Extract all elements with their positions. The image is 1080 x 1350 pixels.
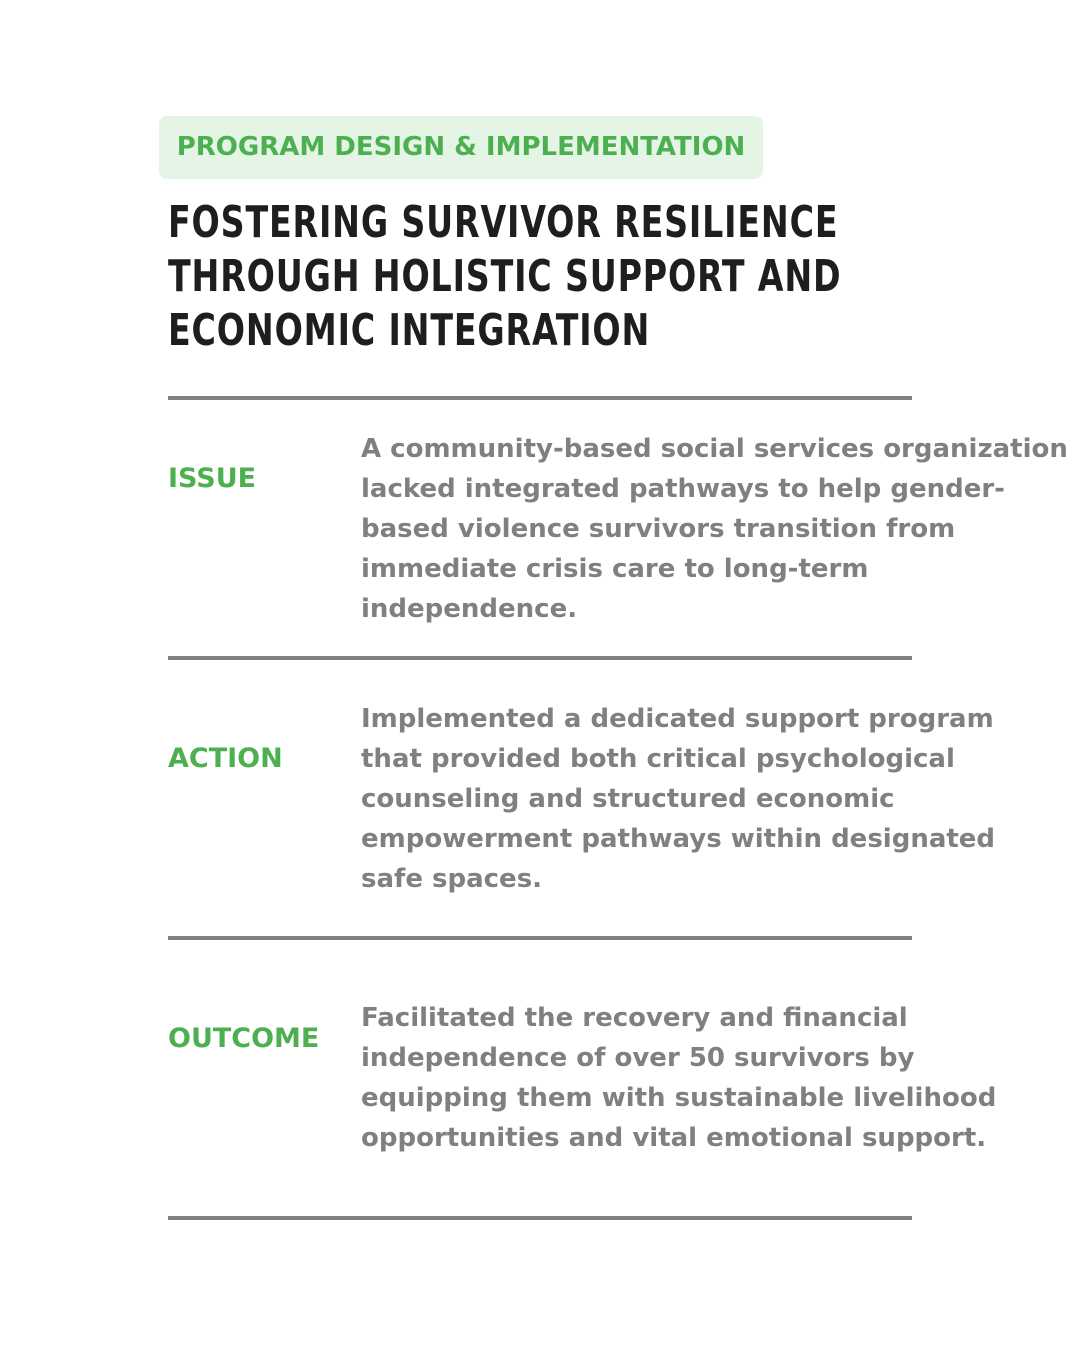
outcome-text: [361, 998, 1061, 1158]
text-line: opportunities and vital emotional support.: [361, 1123, 987, 1153]
text-line: safe spaces.: [361, 864, 543, 894]
title-line: THROUGH HOLISTIC SUPPORT AND: [168, 251, 842, 302]
page-title: [168, 196, 842, 358]
divider: [168, 656, 912, 660]
text-line: immediate crisis care to long-term: [361, 554, 869, 584]
title-line: FOSTERING SURVIVOR RESILIENCE: [168, 197, 839, 248]
text-line: Implemented a dedicated support program: [361, 704, 994, 734]
text-line: equipping them with sustainable livelihood: [361, 1083, 997, 1113]
text-line: A community-based social services organization: [361, 434, 1068, 464]
text-line: independence.: [361, 594, 578, 624]
text-line: based violence survivors transition from: [361, 514, 956, 544]
title-line: ECONOMIC INTEGRATION: [168, 305, 651, 356]
text-line: Facilitated the recovery and financial: [361, 1003, 908, 1033]
action-label: ACTION: [168, 743, 283, 774]
divider: [168, 396, 912, 400]
text-line: lacked integrated pathways to help gender-: [361, 474, 1005, 504]
issue-label: ISSUE: [168, 463, 257, 494]
divider: [168, 936, 912, 940]
text-line: counseling and structured economic: [361, 784, 895, 814]
text-line: independence of over 50 survivors by: [361, 1043, 915, 1073]
category-tag: PROGRAM DESIGN & IMPLEMENTATION: [159, 116, 763, 179]
action-text: [361, 699, 1061, 899]
outcome-label: OUTCOME: [168, 1023, 320, 1054]
text-line: empowerment pathways within designated: [361, 824, 996, 854]
issue-text: [361, 429, 1068, 629]
divider: [168, 1216, 912, 1220]
text-line: that provided both critical psychological: [361, 744, 955, 774]
